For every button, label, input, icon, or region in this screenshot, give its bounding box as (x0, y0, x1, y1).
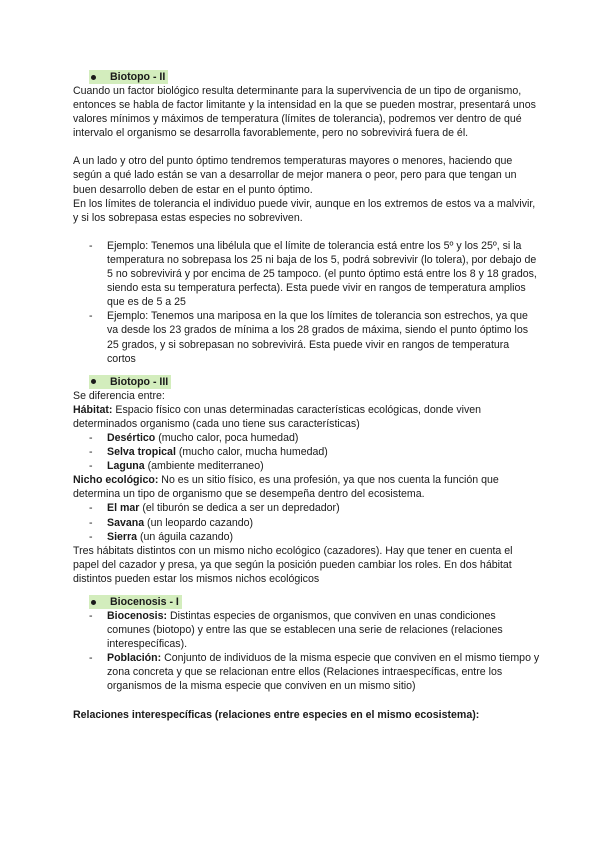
heading-text: Biotopo - II (110, 70, 166, 83)
list-item: - Desértico (mucho calor, poca humedad) (89, 431, 299, 444)
nicho-list (73, 501, 540, 543)
biocenosis-list (73, 609, 540, 694)
dash-icon: - (89, 239, 93, 252)
section-heading-biotopo-3 (89, 375, 540, 389)
heading-text: Biocenosis - I (110, 595, 179, 608)
list-item: - Ejemplo: Tenemos una libélula que el límite de tolerancia está entre los 5º y los 25º, si la temperatura no sobrepasa los 25 ni baja de los 5, podrá sobrevivir (lo tolera), por debajo de 5 no sobrevivirá y por encima de 25 tampoco. (el punto óptimo está entre los 8 y 18 grados, siendo esta su temperatura perfecta). Esta puede vivir en rangos de temperatura amplios que es de 5 a 25 (89, 239, 537, 309)
paragraph-habitat: Hábitat: Espacio físico con unas determinadas características ecológicas, donde viven determinados organismo (cada uno tiene sus características) (73, 403, 482, 430)
dash-icon: - (89, 610, 93, 622)
heading-text: Biotopo - III (110, 375, 169, 388)
bullet-dot-icon (91, 600, 96, 605)
bullet-dot-icon (91, 379, 96, 384)
dash-icon: - (89, 502, 93, 515)
list-item: - Savana (un leopardo cazando) (89, 516, 254, 529)
dash-icon: - (89, 516, 93, 529)
paragraph-factor-limitante: Cuando un factor biológico resulta determinante para la supervivencia de un tipo de organismo, entonces se habla de factor limitante y la intensidad en la que se pueden mostrar, presentará unos valores mínimos y máximos de temperatura (límites de tolerancia), podremos ver dentro de qué intervalo el organismo se desarrolla favorablemente, pero no sobrevivirá fuera de él. (73, 85, 536, 140)
paragraph-limites-tolerancia: En los límites de tolerancia el individuo puede vivir, aunque en los extremos de estos va a malvivir, y si los sobrepasa estas especies no sobreviven. (73, 197, 536, 224)
bullet-dot-icon (91, 75, 96, 80)
dash-icon: - (89, 652, 93, 665)
dash-icon: - (89, 431, 93, 444)
section-heading-biocenosis-1 (89, 595, 540, 609)
habitat-list (73, 431, 540, 473)
dash-icon: - (89, 446, 93, 459)
relaciones-heading: Relaciones interespecíficas (relaciones entre especies en el mismo ecosistema): (73, 708, 480, 721)
examples-list (73, 239, 540, 366)
list-item: - Laguna (ambiente mediterraneo) (89, 460, 264, 473)
paragraph-punto-optimo: A un lado y otro del punto óptimo tendremos temperaturas mayores o menores, haciendo que según a qué lado están se van a desarrollar de mejor manera o peor, pero para que tengan un buen desarrollo deben de estar en el punto óptimo. (73, 155, 517, 196)
paragraph-closing: Tres hábitats distintos con un mismo nicho ecológico (cazadores). Hay que tener en cuenta el papel del cazador y presa, ya que según la posición pueden cambiar los roles. En dos hábitat distintos pueden estar los mismos nichos ecológicos (73, 544, 513, 585)
dash-icon: - (89, 310, 93, 323)
list-item: - Población: Conjunto de individuos de la misma especie que conviven en el mismo tiempo y zona concreta y que se relacionan entre ellos (Relaciones intraespecíficas, entre los organismos de la misma especie que conviven en un mismo sitio) (89, 652, 540, 693)
section-heading-biotopo-2 (89, 70, 540, 84)
list-item: - Selva tropical (mucho calor, mucha humedad) (89, 446, 328, 459)
list-item: - Sierra (un águila cazando) (89, 530, 234, 543)
dash-icon: - (89, 530, 93, 543)
list-item: - Ejemplo: Tenemos una mariposa en la que los límites de tolerancia son estrechos, ya que va desde los 23 grados de mínima a los 28 grados de máxima, siendo el punto óptimo los 25 grados, y si sobrepasan no sobrevivirá. Esta puede vivir en rangos de temperatura cortos (89, 310, 529, 365)
list-item: - El mar (el tiburón se dedica a ser un depredador) (89, 502, 340, 515)
dash-icon: - (89, 460, 93, 473)
paragraph-nicho: Nicho ecológico: No es un sitio físico, es una profesión, ya que nos cuenta la función que determina un tipo de organismo que se desempeña dentro del ecosistema. (73, 474, 499, 501)
paragraph-intro: Se diferencia entre: (73, 389, 165, 402)
list-item: - Biocenosis: Distintas especies de organismos, que conviven en unas condiciones comunes (biotopo) y entre las que se establecen una serie de relaciones (relaciones interespecíficas). (89, 610, 503, 651)
